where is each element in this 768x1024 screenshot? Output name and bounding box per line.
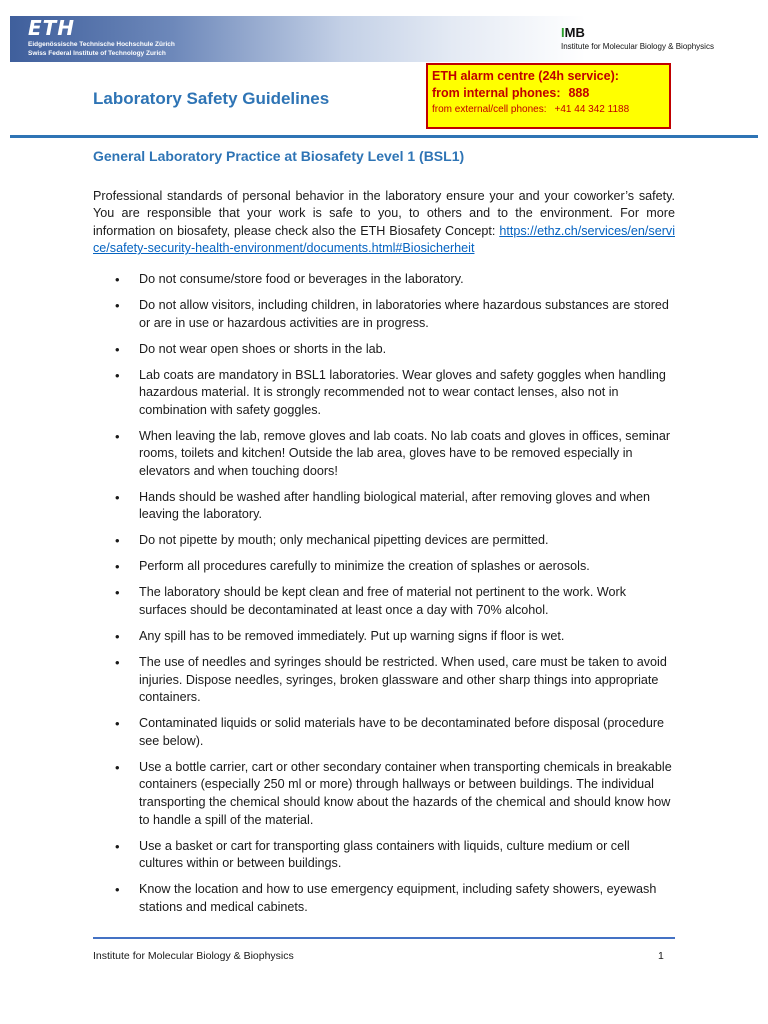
list-item: • Lab coats are mandatory in BSL1 laboratories. Wear gloves and safety goggles when handling hazardous material. It is strongly recommended not to wear contact lenses, also not in combination with safety goggles.: [93, 367, 675, 420]
alarm-title: ETH alarm centre (24h service):: [432, 69, 619, 83]
section-heading: General Laboratory Practice at Biosafety Level 1 (BSL1): [93, 148, 465, 164]
page-number: 1: [658, 950, 664, 962]
list-item: • Use a basket or cart for transporting glass containers with liquids, culture medium or cell cultures within or between buildings.: [93, 838, 675, 873]
list-item: • When leaving the lab, remove gloves and lab coats. No lab coats and gloves in offices, seminar rooms, toilets and kitchen! Outside the lab area, gloves have to be removed especially in elevators and when touching doors!: [93, 428, 675, 481]
intro-text: Professional standards of personal behavior in the laboratory ensure your and your coworker’s safety. You are responsible that your work is safe to you, to others and to the environment. For more information on biosafety, please check also the ETH Biosafety Concept:: [93, 188, 675, 238]
list-item: • Do not allow visitors, including children, in laboratories where hazardous substances are stored or are in use or hazardous activities are in progress.: [93, 297, 675, 332]
list-item: • Use a bottle carrier, cart or other secondary container when transporting chemicals in breakable containers (especially 250 ml or more) through hallways or between buildings. The individual transporting the chemical should know about the hazards of the chemical and should know how to handle a spill of the material.: [93, 759, 675, 829]
list-item: • Perform all procedures carefully to minimize the creation of splashes or aerosols.: [93, 558, 675, 576]
list-item: • Know the location and how to use emergency equipment, including safety showers, eyewash stations and medical cabinets.: [93, 881, 675, 916]
guidelines-list: [93, 271, 675, 925]
alarm-internal-label: from internal phones:: [432, 86, 561, 100]
institute-name: Institute for Molecular Biology & Biophysics: [561, 42, 714, 51]
eth-name-english: Swiss Federal Institute of Technology Zurich: [28, 50, 166, 57]
eth-name-german: Eidgenössische Technische Hochschule Zürich: [28, 41, 175, 48]
alarm-external-number: +41 44 342 1188: [554, 104, 630, 115]
page-title: Laboratory Safety Guidelines: [93, 89, 330, 108]
list-item: • The laboratory should be kept clean and free of material not pertinent to the work. Work surfaces should be decontaminated at least once a day with 70% alcohol.: [93, 584, 675, 619]
list-item: • Contaminated liquids or solid materials have to be decontaminated before disposal (procedure see below).: [93, 715, 675, 750]
list-item: • Do not pipette by mouth; only mechanical pipetting devices are permitted.: [93, 532, 675, 550]
title-divider: [10, 135, 758, 138]
footer-divider: [93, 937, 675, 939]
imb-logo-i: I: [561, 25, 565, 40]
alarm-external-label: from external/cell phones:: [432, 104, 547, 115]
list-item: • The use of needles and syringes should be restricted. When used, care must be taken to avoid injuries. Dispose needles, syringes, broken glassware and other sharp things into appropriate containers.: [93, 654, 675, 707]
alarm-centre-box: [426, 63, 671, 129]
intro-paragraph: [93, 188, 675, 258]
list-item: • Do not consume/store food or beverages in the laboratory.: [93, 271, 675, 289]
biosafety-concept-link[interactable]: https://ethz.ch/services/en/service/safety-security-health-environment/documents.html#Biosicherheit: [93, 223, 675, 256]
alarm-external-line: [432, 102, 665, 118]
imb-logo: [561, 25, 585, 40]
list-item: • Any spill has to be removed immediately. Put up warning signs if floor is wet.: [93, 628, 675, 646]
alarm-internal-number: 888: [568, 86, 590, 100]
list-item: • Do not wear open shoes or shorts in the lab.: [93, 341, 675, 359]
list-item: • Hands should be washed after handling biological material, after removing gloves and when leaving the laboratory.: [93, 489, 675, 524]
alarm-internal-line: [432, 85, 665, 102]
footer-institute-name: Institute for Molecular Biology & Biophysics: [93, 950, 294, 962]
imb-logo-rest: MB: [564, 25, 585, 40]
eth-logo: ETH: [28, 16, 76, 40]
